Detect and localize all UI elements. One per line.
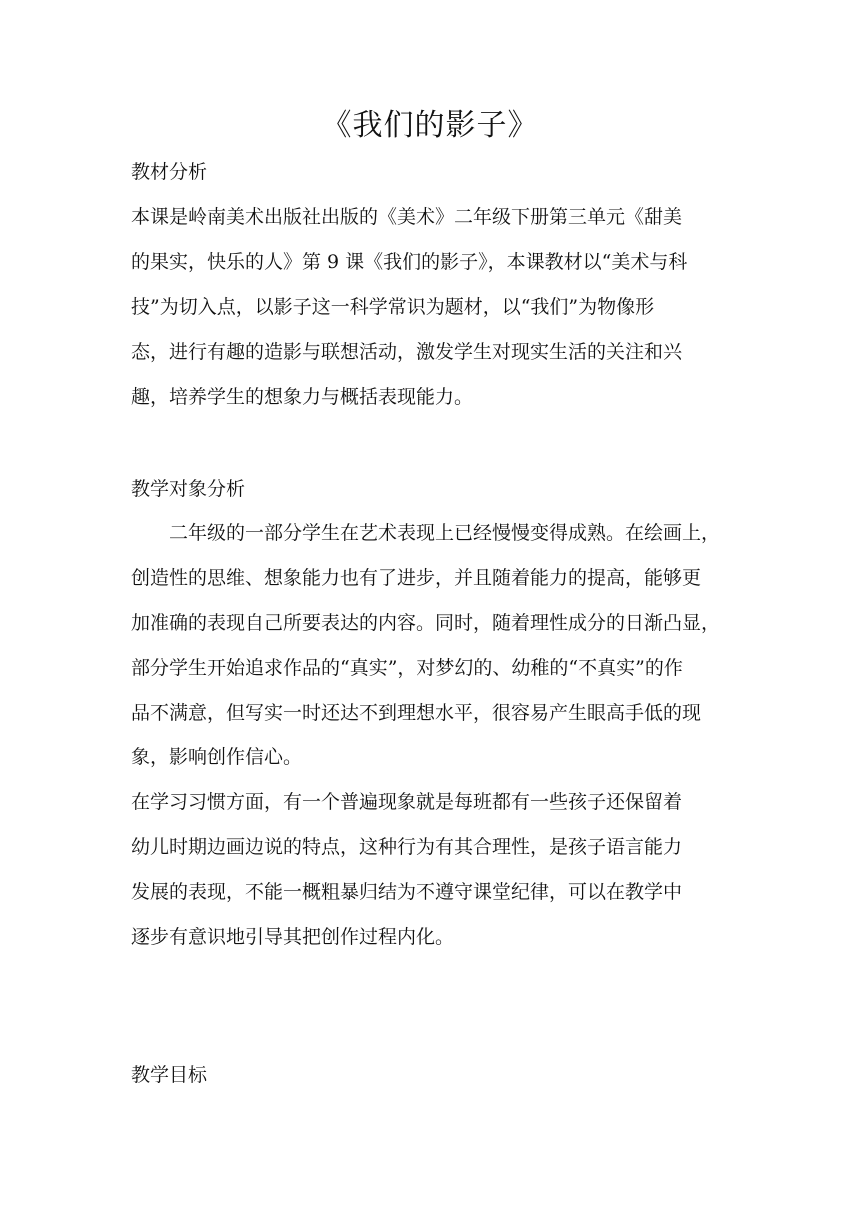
paragraph-line: 象，影响创作信心。: [131, 746, 303, 768]
paragraph-line: 本课是岭南美术出版社出版的《美术》二年级下册第三单元《甜美: [131, 206, 683, 228]
paragraph-line: 部分学生开始追求作品的“真实”，对梦幻的、幼稚的“不真实”的作: [131, 657, 683, 679]
paragraph-line: 发展的表现，不能一概粗暴归结为不遵守课堂纪律，可以在教学中: [131, 881, 683, 903]
section-heading-teaching-goals: 教学目标: [131, 1064, 208, 1086]
paragraph-line: 创造性的思维、想象能力也有了进步，并且随着能力的提高，能够更: [131, 567, 702, 589]
paragraph-line: 态，进行有趣的造影与联想活动，激发学生对现实生活的关注和兴: [131, 341, 683, 363]
paragraph-line: 加准确的表现自己所要表达的内容。同时，随着理性成分的日渐凸显，: [131, 612, 721, 634]
paragraph-line: 幼儿时期边画边说的特点，这种行为有其合理性，是孩子语言能力: [131, 836, 683, 858]
paragraph-line: 在学习习惯方面，有一个普遍现象就是每班都有一些孩子还保留着: [131, 791, 683, 813]
paragraph-line: 逐步有意识地引导其把创作过程内化。: [131, 926, 455, 948]
section-heading-student-analysis: 教学对象分析: [131, 478, 246, 500]
paragraph-line: 品不满意，但写实一时还达不到理想水平，很容易产生眼高手低的现: [131, 702, 702, 724]
paragraph-line: 的果实，快乐的人》第 9 课《我们的影子》，本课教材以“美术与科: [131, 251, 688, 273]
paragraph-line: 二年级的一部分学生在艺术表现上已经慢慢变得成熟。在绘画上，: [169, 522, 721, 544]
paragraph-line: 趣，培养学生的想象力与概括表现能力。: [131, 386, 474, 408]
section-heading-textbook-analysis: 教材分析: [131, 161, 208, 183]
page-title: 《我们的影子》: [321, 108, 539, 143]
paragraph-line: 技”为切入点，以影子这一科学常识为题材，以“我们”为物像形: [131, 296, 655, 318]
